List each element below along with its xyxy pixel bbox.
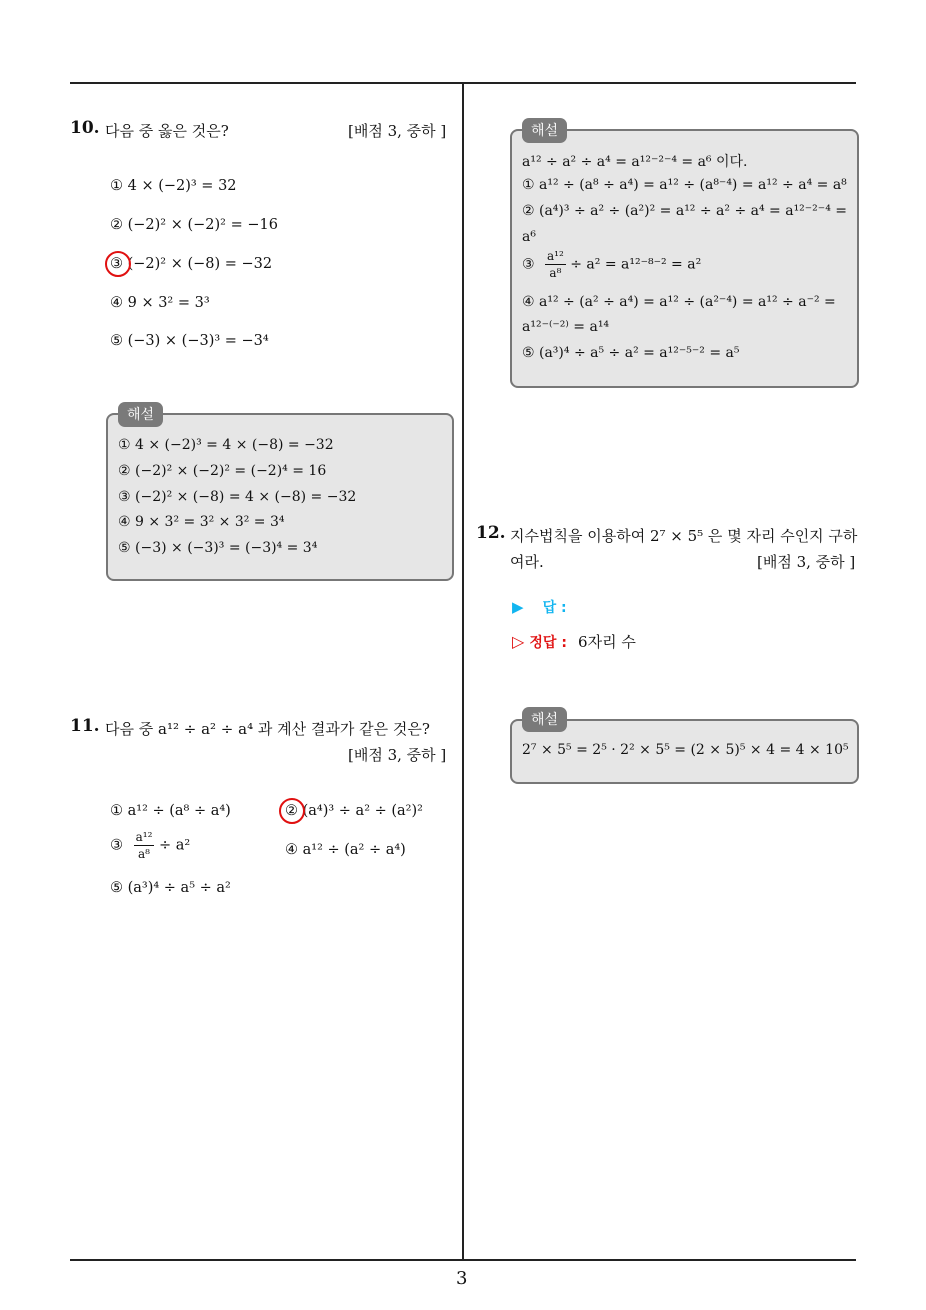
q11-choice-3-rest: ÷ a² xyxy=(154,837,191,854)
q12-solution-tag: 해설 xyxy=(522,707,567,732)
triangle-outline-icon: ▷ xyxy=(512,632,525,651)
q10-question: 다음 중 옳은 것은? xyxy=(105,122,229,140)
correct-answer-value: 6자리 수 xyxy=(578,633,636,651)
q11-solution-line: ② (a⁴)³ ÷ a² ÷ (a²)² = a¹² ÷ a² ÷ a⁴ = a¹²⁻²⁻⁴ = xyxy=(522,203,847,219)
q11-solution-line: ① a¹² ÷ (a⁸ ÷ a⁴) = a¹² ÷ (a⁸⁻⁴) = a¹² ÷ a⁴ = a⁸ xyxy=(522,177,847,193)
q11-question: 다음 중 a¹² ÷ a² ÷ a⁴ 과 계산 결과가 같은 것은? xyxy=(105,720,430,738)
q11-solution-line: ④ a¹² ÷ (a² ÷ a⁴) = a¹² ÷ (a²⁻⁴) = a¹² ÷ a⁻² = xyxy=(522,294,836,310)
q11-solution-line-3 xyxy=(522,250,701,279)
q11-choice-2[interactable]: ② (a⁴)³ ÷ a² ÷ (a²)² xyxy=(285,803,423,819)
solution-3-fraction xyxy=(545,250,566,279)
q12-question-line-1: 지수법칙을 이용하여 2⁷ × 5⁵ 은 몇 자리 수인지 구하 xyxy=(510,527,858,545)
q10-number: 10. xyxy=(70,118,100,138)
q11-choice-1[interactable]: ① a¹² ÷ (a⁸ ÷ a⁴) xyxy=(110,803,231,819)
q10-choice-1[interactable]: ① 4 × (−2)³ = 32 xyxy=(110,178,237,194)
q10-solution-line: ① 4 × (−2)³ = 4 × (−8) = −32 xyxy=(118,437,334,453)
q11-choice-4[interactable]: ④ a¹² ÷ (a² ÷ a⁴) xyxy=(285,842,406,858)
q10-selected-mark xyxy=(105,251,131,277)
q11-score: [배점 3, 중하 ] xyxy=(348,746,447,764)
q10-score: [배점 3, 중하 ] xyxy=(348,122,447,140)
play-icon: ▶ xyxy=(512,598,524,616)
column-divider xyxy=(462,84,464,1260)
q11-solution-tag: 해설 xyxy=(522,118,567,143)
solution-3-rest: ÷ a² = a¹²⁻⁸⁻² = a² xyxy=(565,256,702,273)
bottom-rule xyxy=(70,1259,856,1261)
q11-selected-mark xyxy=(279,798,305,824)
q11-choice-3[interactable] xyxy=(110,831,190,860)
q12-question-line-2: 여라. xyxy=(510,553,544,571)
q10-solution-line: ④ 9 × 3² = 3² × 3² = 3⁴ xyxy=(118,514,285,530)
fraction-denominator: a⁸ xyxy=(549,266,562,280)
q11-choice-3-number: ③ xyxy=(110,837,123,854)
q11-solution-line: a¹² ÷ a² ÷ a⁴ = a¹²⁻²⁻⁴ = a⁶ 이다. xyxy=(522,154,748,170)
q11-solution-line: ⑤ (a³)⁴ ÷ a⁵ ÷ a² = a¹²⁻⁵⁻² = a⁵ xyxy=(522,345,740,361)
correct-answer-row xyxy=(512,631,636,652)
fraction-numerator: a¹² xyxy=(135,830,153,844)
q11-solution-line: a⁶ xyxy=(522,229,536,245)
correct-answer-label: 정답 : xyxy=(529,635,567,651)
q10-solution-tag: 해설 xyxy=(118,402,163,427)
q11-number: 11. xyxy=(70,716,100,736)
q10-solution-line: ③ (−2)² × (−8) = 4 × (−8) = −32 xyxy=(118,489,357,505)
q10-solution-line: ⑤ (−3) × (−3)³ = (−3)⁴ = 3⁴ xyxy=(118,540,318,556)
answer-row xyxy=(512,597,567,617)
q12-score: [배점 3, 중하 ] xyxy=(757,553,856,571)
q11-solution-line: a¹²⁻⁽⁻²⁾ = a¹⁴ xyxy=(522,319,610,335)
q10-choice-3[interactable]: ③ (−2)² × (−8) = −32 xyxy=(110,256,273,272)
q11-choice-5[interactable]: ⑤ (a³)⁴ ÷ a⁵ ÷ a² xyxy=(110,880,231,896)
fraction-denominator: a⁸ xyxy=(138,847,150,861)
fraction-numerator: a¹² xyxy=(547,249,564,263)
q10-solution-line: ② (−2)² × (−2)² = (−2)⁴ = 16 xyxy=(118,463,327,479)
solution-3-number: ③ xyxy=(522,256,535,273)
page-number: 3 xyxy=(456,1268,468,1289)
answer-label: 답 : xyxy=(542,600,567,616)
q11-choice-3-fraction xyxy=(134,831,155,860)
q12-solution-line: 2⁷ × 5⁵ = 2⁵ · 2² × 5⁵ = (2 × 5)⁵ × 4 = 4 × 10⁵ xyxy=(522,742,849,758)
q12-number: 12. xyxy=(476,523,506,543)
q10-choice-4[interactable]: ④ 9 × 3² = 3³ xyxy=(110,295,210,311)
q10-choice-2[interactable]: ② (−2)² × (−2)² = −16 xyxy=(110,217,278,233)
q10-choice-5[interactable]: ⑤ (−3) × (−3)³ = −3⁴ xyxy=(110,333,269,349)
